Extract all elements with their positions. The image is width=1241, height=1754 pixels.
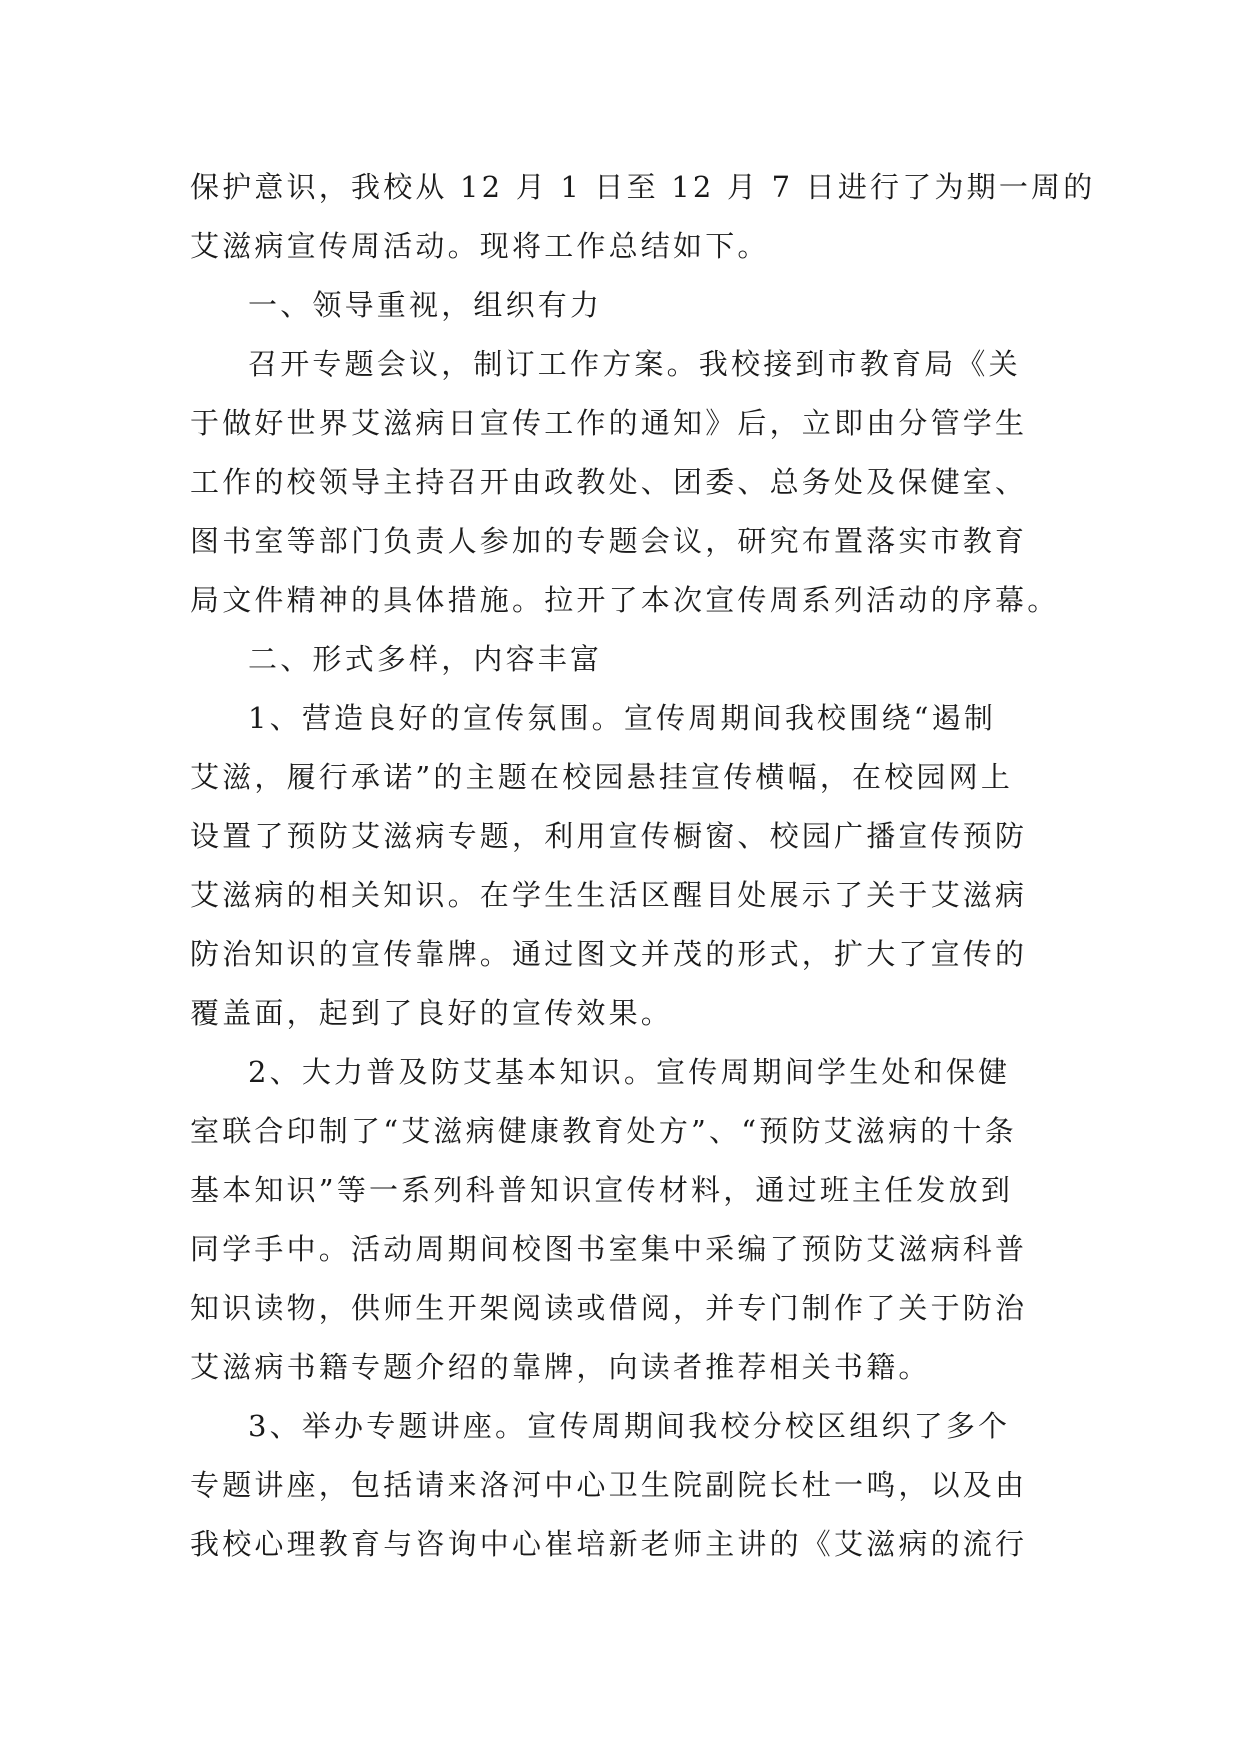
text-line: 同学手中。活动周期间校图书室集中采编了预防艾滋病科普 — [190, 1232, 1028, 1266]
section-heading: 二、形式多样，内容丰富 — [248, 642, 603, 676]
text-line: 覆盖面，起到了良好的宣传效果。 — [190, 996, 674, 1030]
text-line: 于做好世界艾滋病日宣传工作的通知》后，立即由分管学生 — [190, 406, 1028, 440]
paragraph-start: 3、举办专题讲座。宣传周期间我校分校区组织了多个 — [248, 1409, 1011, 1443]
paragraph-start: 2、大力普及防艾基本知识。宣传周期间学生处和保健 — [248, 1055, 1011, 1089]
text-line: 保护意识，我校从 12 月 1 日至 12 月 7 日进行了为期一周的 — [190, 170, 1096, 204]
text-line: 艾滋病书籍专题介绍的靠牌，向读者推荐相关书籍。 — [190, 1350, 931, 1384]
text-line: 图书室等部门负责人参加的专题会议，研究布置落实市教育 — [190, 524, 1028, 558]
text-line: 艾滋病宣传周活动。现将工作总结如下。 — [190, 229, 770, 263]
paragraph-start: 1、营造良好的宣传氛围。宣传周期间我校围绕“遏制 — [248, 701, 997, 735]
text-line: 室联合印制了“艾滋病健康教育处方”、“预防艾滋病的十条 — [190, 1114, 1017, 1148]
text-line: 防治知识的宣传靠牌。通过图文并茂的形式，扩大了宣传的 — [190, 937, 1028, 971]
text-line: 知识读物，供师生开架阅读或借阅，并专门制作了关于防治 — [190, 1291, 1028, 1325]
paragraph-start: 召开专题会议，制订工作方案。我校接到市教育局《关 — [248, 347, 1021, 381]
text-line: 局文件精神的具体措施。拉开了本次宣传周系列活动的序幕。 — [190, 583, 1060, 617]
text-line: 工作的校领导主持召开由政教处、团委、总务处及保健室、 — [190, 465, 1028, 499]
document-body — [190, 158, 1096, 1574]
section-heading: 一、领导重视，组织有力 — [248, 288, 603, 322]
text-line: 我校心理教育与咨询中心崔培新老师主讲的《艾滋病的流行 — [190, 1527, 1028, 1561]
text-line: 艾滋病的相关知识。在学生生活区醒目处展示了关于艾滋病 — [190, 878, 1028, 912]
text-line: 基本知识”等一系列科普知识宣传材料，通过班主任发放到 — [190, 1173, 1014, 1207]
text-line: 艾滋，履行承诺”的主题在校园悬挂宣传横幅，在校园网上 — [190, 760, 1014, 794]
text-line: 专题讲座，包括请来洛河中心卫生院副院长杜一鸣，以及由 — [190, 1468, 1028, 1502]
text-line: 设置了预防艾滋病专题，利用宣传橱窗、校园广播宣传预防 — [190, 819, 1028, 853]
